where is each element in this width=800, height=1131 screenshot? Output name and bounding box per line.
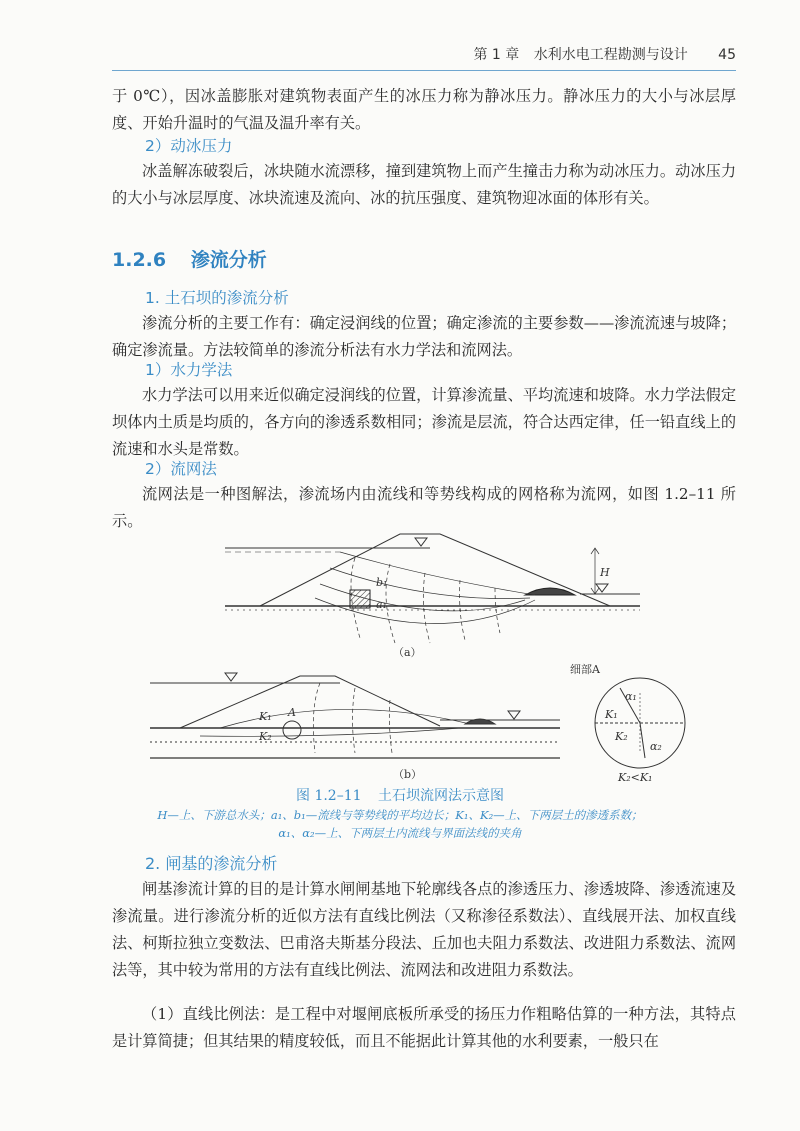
label-K1: K₁ xyxy=(259,710,272,723)
paragraph-earth-dam: 渗流分析的主要工作有：确定浸润线的位置；确定渗流的主要参数——渗流流速与坡降；确定渗流量。方法较简单的渗流分析法有水力学法和流网法。 xyxy=(112,314,736,359)
page-number: 45 xyxy=(718,47,736,63)
detail-alpha2: α₂ xyxy=(650,740,662,753)
toe-drain xyxy=(525,588,575,595)
paragraph-dynamic-ice: 冰盖解冻破裂后，冰块随水流漂移，撞到建筑物上而产生撞击力称为动冰压力。动冰压力的大小与冰层厚度、冰块流速及流向、冰的抗压强度、建筑物迎冰面的体形有关。 xyxy=(112,162,736,207)
label-H: H xyxy=(600,566,610,579)
diagram-a xyxy=(225,534,640,643)
chapter-label: 第 1 章 xyxy=(473,47,520,63)
detail-alpha1: α₁ xyxy=(625,690,637,703)
caption-note-2: α₁、α₂—上、下两层土内流线与界面法线的夹角 xyxy=(278,826,522,840)
label-b1: b₁ xyxy=(376,576,388,589)
flow-lines-b xyxy=(200,709,470,736)
section-title: 渗流分析 xyxy=(190,249,267,271)
caption-title: 土石坝流网法示意图 xyxy=(377,788,504,804)
label-a1: a₁ xyxy=(376,598,387,611)
detail-K2: K₂ xyxy=(615,730,628,743)
diagram-b xyxy=(150,673,560,758)
paragraph-static-ice: 于 0℃），因冰盖膨胀对建筑物表面产生的冰压力称为静冰压力。静冰压力的大小与冰层厚度、开始升温时的气温及温升率有关。 xyxy=(112,87,736,132)
subheading-sluice: 2. 闸基的渗流分析 xyxy=(145,854,278,873)
subheading-earth-dam: 1. 土石坝的渗流分析 xyxy=(145,289,289,307)
detail-K1: K₁ xyxy=(605,708,618,721)
caption-note-1: H—上、下游总水头；a₁、b₁—流线与等势线的平均边长；K₁、K₂—上、下两层土的渗透系数； xyxy=(157,808,643,822)
water-level-symbol xyxy=(415,538,427,546)
paragraph-flownet: 流网法是一种图解法，渗流场内由流线和等势线构成的网格称为流网，如图 1.2–11 所示。 xyxy=(112,485,736,530)
caption-number: 图 1.2–11 xyxy=(296,788,362,804)
section-heading xyxy=(112,245,267,272)
chapter-title: 水利水电工程勘测与设计 xyxy=(533,47,688,63)
subheading-hydraulic: 1）水力学法 xyxy=(145,361,233,379)
paragraph-sluice: 闸基渗流计算的目的是计算水闸闸基地下轮廓线各点的渗透压力、渗透坡降、渗透流速及渗流量。进行渗流分析的近似方法有直线比例法（又称渗径系数法）、直线展开法、加权直线法、柯斯拉独立变数法、巴甫洛夫斯基分段法、丘加也夫阻力系数法、改进阻力系数法、流网法等，其中较为常用的方法有直线比例法、流网法和改进阻力系数法。 xyxy=(112,880,736,979)
flow-lines-a xyxy=(315,552,535,624)
paragraph-hydraulic: 水力学法可以用来近似确定浸润线的位置，计算渗流量、平均流速和坡降。水力学法假定坝体内土质是均质的，各方向的渗透系数相同；渗流是层流，符合达西定律，任一铅直线上的流速和水头是常数。 xyxy=(112,386,736,458)
figure-caption xyxy=(0,785,800,805)
panel-a-label: （a） xyxy=(393,646,422,659)
label-K2: K₂ xyxy=(259,730,272,743)
detail-A-diagram xyxy=(595,678,685,768)
flownet-figure xyxy=(140,528,700,783)
section-number: 1.2.6 xyxy=(112,249,167,271)
label-A: A xyxy=(288,706,296,719)
detail-relation: K₂<K₁ xyxy=(618,771,653,783)
subheading-dynamic-ice: 2）动冰压力 xyxy=(145,137,233,155)
paragraph-linear-method: （1）直线比例法：是工程中对堰闸底板所承受的扬压力作粗略估算的一种方法，其特点是计算简捷；但其结果的精度较低，而且不能据此计算其他的水利要素，一般只在 xyxy=(112,1005,736,1050)
header-rule xyxy=(112,70,736,71)
panel-b-label: （b） xyxy=(393,768,423,781)
detail-title: 细部A xyxy=(570,663,600,676)
subheading-flownet: 2）流网法 xyxy=(145,460,217,478)
running-header xyxy=(0,44,736,64)
